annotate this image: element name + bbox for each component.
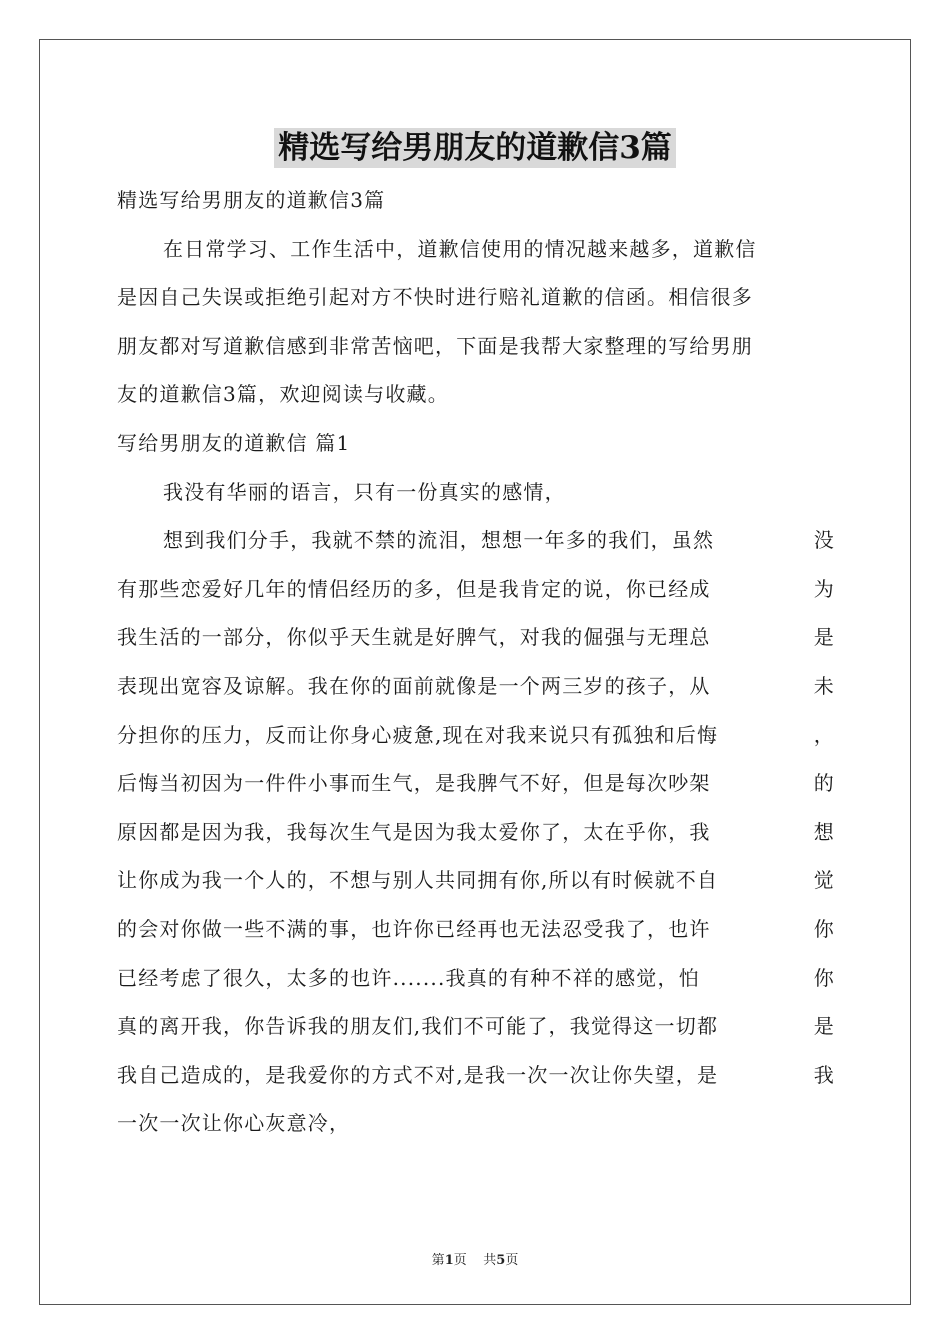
page-footer (0, 1249, 950, 1268)
letter-line-text: 后悔当初因为一件件小事而生气，是我脾气不好，但是每次吵架 (117, 771, 711, 796)
document-title: 精选写给男朋友的道歉信3篇 (274, 128, 676, 168)
letter-line-text: 已经考虑了很久，太多的也许.......我真的有种不祥的感觉，怕 (117, 965, 700, 990)
letter-line (117, 522, 835, 571)
letter-line (117, 1105, 835, 1154)
letter-line-end: 觉 (813, 868, 835, 893)
letter-opening: 我没有华丽的语言，只有一份真实的感情， (163, 479, 566, 504)
document-subtitle: 精选写给男朋友的道歉信3篇 (117, 188, 386, 212)
letter-line-text: 分担你的压力，反而让你身心疲惫,现在对我来说只有孤独和后悔 (117, 722, 719, 747)
document-body (117, 182, 835, 1154)
intro-line: 是因自己失误或拒绝引起对方不快时进行赔礼道歉的信函。相信很多 (117, 285, 753, 310)
letter-line-text: 原因都是因为我，我每次生气是因为我太爱你了，太在乎你，我 (117, 819, 711, 844)
letter-line-end: 的 (813, 771, 835, 796)
letter-line (117, 1008, 835, 1057)
section-heading: 写给男朋友的道歉信 篇1 (117, 430, 351, 455)
letter-line-end: 我 (813, 1062, 835, 1087)
letter-line-text: 一次一次让你心灰意冷， (117, 1111, 351, 1136)
letter-line (117, 668, 835, 717)
footer-page-total: 5 (496, 1253, 506, 1268)
letter-line (117, 717, 835, 766)
letter-line-text: 有那些恋爱好几年的情侣经历的多，但是我肯定的说，你已经成 (117, 576, 711, 601)
letter-line-text: 让你成为我一个人的，不想与别人共同拥有你,所以有时候就不自 (117, 868, 719, 893)
letter-line-end: 为 (813, 576, 835, 601)
footer-page-suffix: 页 (505, 1253, 519, 1268)
letter-line (117, 571, 835, 620)
letter-line-text: 的会对你做一些不满的事，也许你已经再也无法忍受我了，也许 (117, 916, 711, 941)
letter-line-text: 真的离开我，你告诉我的朋友们,我们不可能了，我觉得这一切都 (117, 1014, 719, 1039)
letter-line (117, 1057, 835, 1106)
letter-line-end: 你 (813, 916, 835, 941)
letter-line (117, 619, 835, 668)
letter-line-end: 是 (813, 625, 835, 650)
intro-line: 友的道歉信3篇，欢迎阅读与收藏。 (117, 382, 449, 407)
letter-line-end: 未 (813, 673, 835, 698)
letter-paragraph (117, 522, 835, 1154)
title-wrap (0, 128, 950, 168)
footer-page-prefix: 第 (431, 1253, 445, 1268)
letter-line (117, 862, 835, 911)
footer-page-mid: 页 共 (453, 1253, 497, 1268)
letter-line-text: 我自己造成的，是我爱你的方式不对,是我一次一次让你失望，是 (117, 1062, 719, 1087)
letter-line-end: 你 (813, 965, 835, 990)
letter-line (117, 765, 835, 814)
letter-line-end: ， (813, 722, 835, 747)
letter-line (117, 911, 835, 960)
letter-line-end: 是 (813, 1014, 835, 1039)
letter-line-end: 想 (813, 819, 835, 844)
footer-page-current: 1 (444, 1253, 454, 1268)
intro-paragraph (117, 231, 835, 425)
letter-line-end: 没 (813, 528, 835, 553)
intro-line: 在日常学习、工作生活中，道歉信使用的情况越来越多，道歉信 (163, 236, 757, 261)
letter-line (117, 960, 835, 1009)
intro-line: 朋友都对写道歉信感到非常苦恼吧，下面是我帮大家整理的写给男朋 (117, 333, 753, 358)
letter-line-text: 想到我们分手，我就不禁的流泪，想想一年多的我们，虽然 (163, 528, 715, 553)
letter-line-text: 我生活的一部分，你似乎天生就是好脾气，对我的倔强与无理总 (117, 625, 711, 650)
letter-line (117, 814, 835, 863)
letter-line-text: 表现出宽容及谅解。我在你的面前就像是一个两三岁的孩子，从 (117, 673, 711, 698)
